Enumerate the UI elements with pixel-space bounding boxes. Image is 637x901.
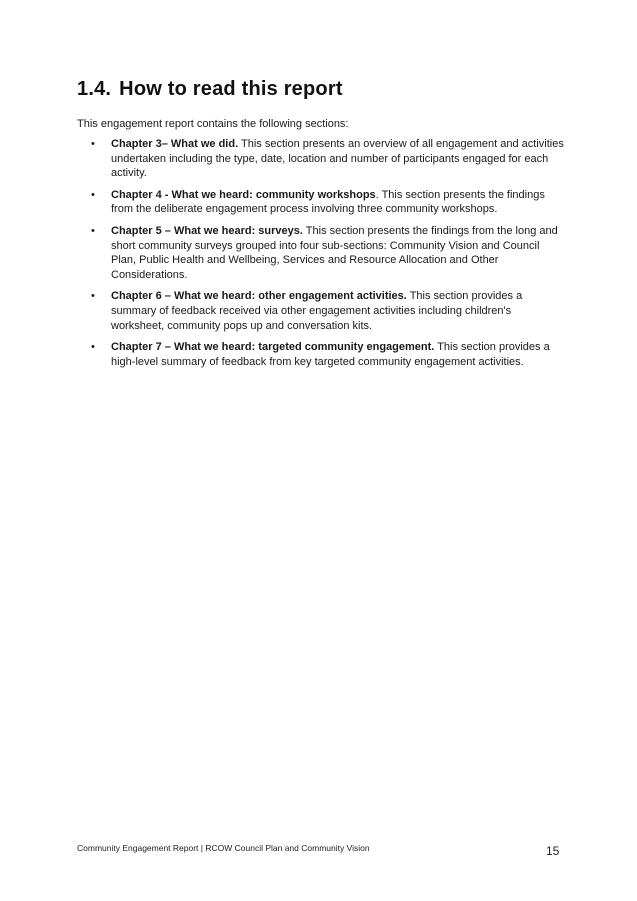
sections-list (77, 137, 567, 376)
chapter-lead: Chapter 6 – What we heard: other engagement activities. (111, 290, 407, 303)
bullet-icon: • (91, 341, 95, 354)
bullet-icon: • (91, 188, 95, 201)
intro-paragraph: This engagement report contains the following sections: (77, 118, 349, 130)
chapter-lead: Chapter 7 – What we heard: targeted community engagement. (111, 341, 435, 354)
list-item (77, 340, 567, 369)
footer-text: Community Engagement Report | RCOW Council Plan and Community Vision (77, 843, 370, 853)
chapter-description: This section provides a high-level summary of feedback from key targeted community engagement activities. (111, 341, 550, 368)
chapter-description: This section presents an overview of all engagement and activities undertaken including the type, date, location and number of participants engaged for each activity. (111, 138, 564, 180)
section-title: How to read this report (119, 78, 343, 100)
page-number: 15 (546, 844, 560, 858)
bullet-icon: • (91, 290, 95, 303)
chapter-lead: Chapter 3– What we did. (111, 138, 239, 150)
section-number: 1.4. (77, 78, 112, 100)
list-item (77, 188, 567, 217)
list-item (77, 137, 567, 181)
chapter-description: This section presents the findings from the long and short community surveys grouped into four sub-sections: Community Vision and Council Plan, Public Health and Wellbeing, Services and Resource Allocation and Other Considerations. (111, 224, 558, 281)
section-heading (77, 78, 343, 101)
chapter-lead: Chapter 4 - What we heard: community workshops (111, 188, 376, 201)
bullet-icon: • (91, 138, 95, 150)
list-item (77, 224, 567, 282)
bullet-icon: • (91, 224, 95, 237)
chapter-lead: Chapter 5 – What we heard: surveys. (111, 224, 303, 237)
list-item (77, 289, 567, 333)
chapter-description: . This section presents the findings from the deliberate engagement process involving three community workshops. (111, 188, 545, 216)
chapter-description: This section provides a summary of feedback received via other engagement activities including children's worksheet, community pops up and conversation kits. (111, 290, 523, 332)
